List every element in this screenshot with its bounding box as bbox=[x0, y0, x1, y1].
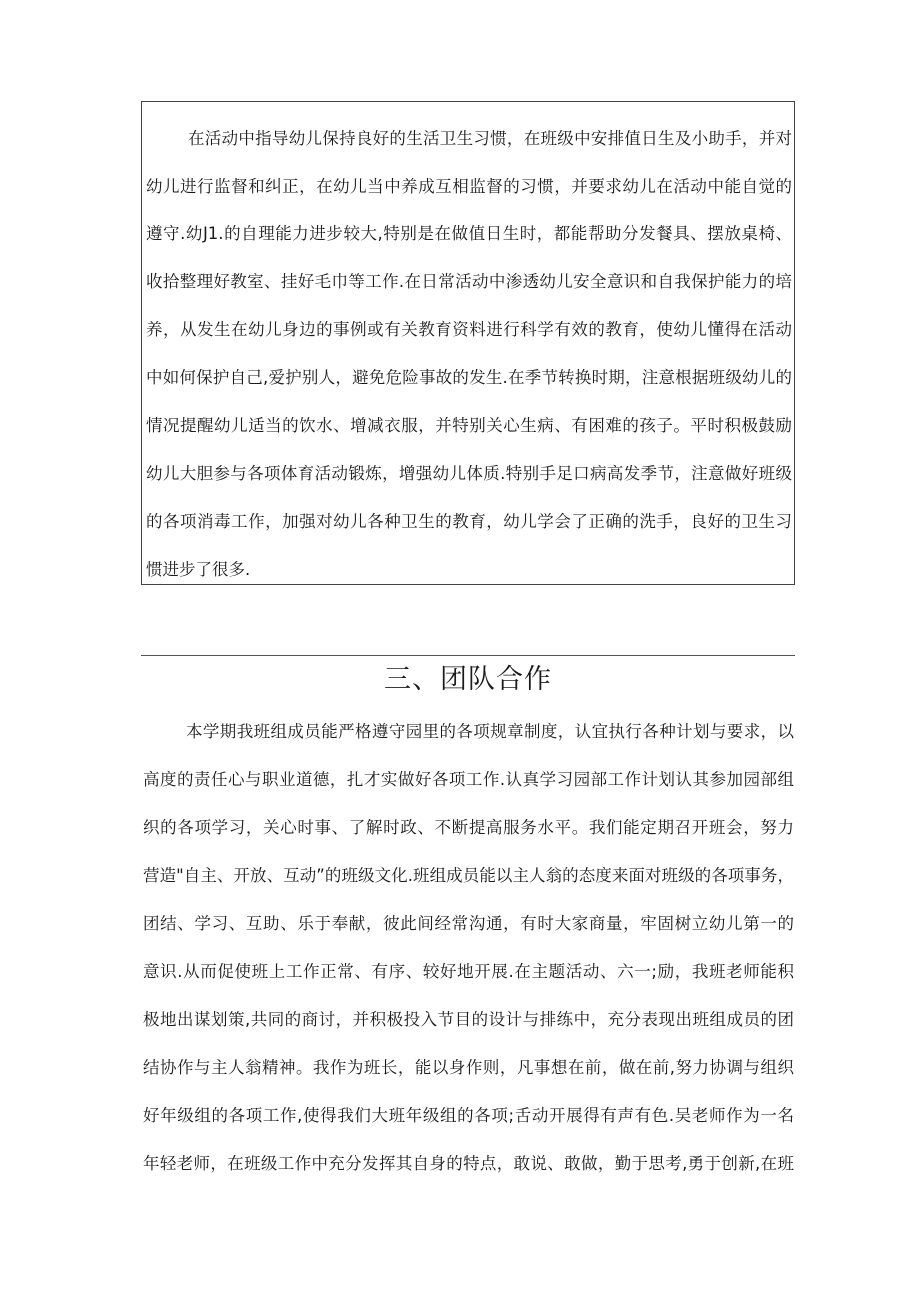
boxed-line: 情况提醒幼儿适当的饮水、增减衣服，并特别关心生病、有困难的孩子。平时积极鼓励 bbox=[146, 416, 792, 435]
boxed-line: 惯进步了很多. bbox=[146, 560, 251, 579]
body-line: 好年级组的各项工作,使得我们大班年级组的各项;舌动开展得有声有色.吴老师作为一名 bbox=[143, 1106, 794, 1125]
boxed-line: 养，从发生在幼儿身边的事例或有关教育资料进行科学有效的教育，使幼儿懂得在活动 bbox=[146, 320, 792, 339]
boxed-line: 幼儿大胆参与各项体育活动锻炼，增强幼儿体质.特别手足口病高发季节，注意做好班级 bbox=[146, 464, 792, 483]
section-heading: 三、团队合作 bbox=[384, 664, 552, 695]
boxed-line: 收拾整理好教室、挂好毛巾等工作.在日常活动中渗透幼儿安全意识和自我保护能力的培 bbox=[146, 272, 792, 291]
body-line: 本学期我班组成员能严格遵守园里的各项规章制度，认宜执行各种计划与要求，以 bbox=[186, 722, 794, 741]
body-line: 高度的责任心与职业道德，扎才实做好各项工作.认真学习园部工作计划认其参加园部组 bbox=[143, 770, 794, 789]
boxed-paragraph bbox=[141, 101, 795, 585]
body-line: 结协作与主人翁精神。我作为班长，能以身作则，凡事想在前，做在前,努力协调与组织 bbox=[143, 1058, 794, 1077]
boxed-line: 的各项消毒工作，加强对幼儿各种卫生的教育，幼儿学会了正确的洗手，良好的卫生习 bbox=[146, 512, 792, 531]
body-line: 营造"自主、开放、互动”的班级文化.班组成员能以主人翁的态度来面对班级的各项事务， bbox=[143, 866, 794, 885]
boxed-line: 遵守.幼J1.的自理能力进步较大,特别是在做值日生时，都能帮助分发餐具、摆放桌椅、 bbox=[146, 224, 792, 243]
boxed-line: 幼儿进行监督和纠正，在幼儿当中养成互相监督的习惯，并要求幼儿在活动中能自觉的 bbox=[146, 177, 792, 196]
body-line: 织的各项学习，关心时事、了解时政、不断提高服务水平。我们能定期召开班会，努力 bbox=[143, 818, 794, 837]
body-line: 年轻老师，在班级工作中充分发挥其自身的特点，敢说、敢做，勤于思考,勇于创新,在班 bbox=[143, 1154, 794, 1173]
body-line: 团结、学习、互助、乐于奉献，彼此间经常沟通，有时大家商量，牢固树立幼儿第一的 bbox=[143, 914, 794, 933]
boxed-line: 中如何保护自己,爱护别人，避免危险事故的发生.在季节转换时期，注意根据班级幼儿的 bbox=[146, 368, 792, 387]
body-line: 意识.从而促使班上工作正常、有序、较好地开展.在主题活动、六一;励，我班老师能积 bbox=[143, 962, 794, 981]
section-divider bbox=[141, 655, 795, 656]
body-line: 极地出谋划策,共同的商讨，并积极投入节目的设计与排练中，充分表现出班组成员的团 bbox=[143, 1010, 794, 1029]
boxed-line: 在活动中指导幼儿保持良好的生活卫生习惯，在班级中安排值日生及小助手，并对 bbox=[188, 129, 792, 148]
